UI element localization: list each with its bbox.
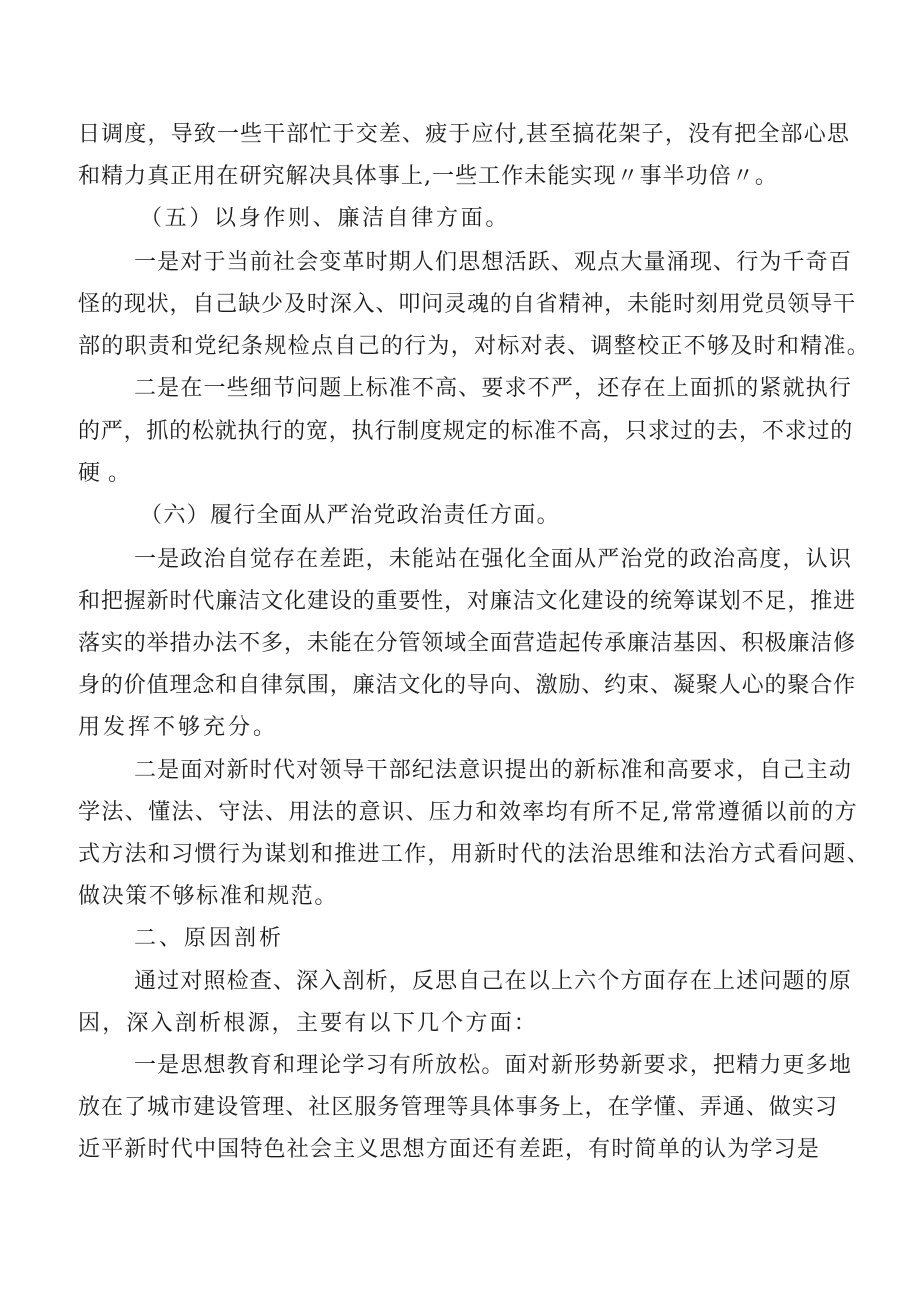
text-line: 用发挥不够充分。 — [78, 715, 279, 740]
text-line: 放在了城市建设管理、社区服务管理等具体事务上，在学懂、弄通、做实习 — [78, 1095, 839, 1120]
text-line: 硬。 — [78, 461, 139, 486]
text-line: 一是政治自觉存在差距，未能站在强化全面从严治党的政治高度，认识 — [134, 547, 853, 572]
text-line: 因，深入剖析根源，主要有以下几个方面： — [78, 1011, 539, 1036]
text-line: 做决策不够标准和规范。 — [78, 884, 339, 909]
text-line: 一是对于当前社会变革时期人们思想活跃、观点大量涌现、行为千奇百 — [134, 250, 853, 275]
text-line: 身的价值理念和自律氛围，廉洁文化的导向、激励、约束、凝聚人心的聚合作 — [78, 673, 857, 698]
text-line: 二是在一些细节问题上标准不高、要求不严，还存在上面抓的紧就执行 — [134, 376, 853, 401]
text-line: 式方法和习惯行为谋划和推进工作，用新时代的法治思维和法治方式看问题、 — [78, 842, 871, 867]
text-line: 和精力真正用在研究解决具体事上,一些工作未能实现〃事半功倍〃。 — [78, 164, 778, 189]
text-line: 落实的举措办法不多，未能在分管领域全面营造起传承廉洁基因、积极廉洁修 — [78, 631, 857, 656]
text-line: 的严，抓的松就执行的宽，执行制度规定的标准不高，只求过的去，不求过的 — [78, 419, 854, 444]
section-heading: （六）履行全面从严治党政治责任方面。 — [140, 503, 561, 528]
text-line: 一是思想教育和理论学习有所放松。面对新形势新要求，把精力更多地 — [134, 1053, 853, 1078]
text-line: 日调度，导致一些干部忙于交差、疲于应付,甚至搞花架子，没有把全部心思 — [78, 122, 850, 147]
section-heading: 二、原因剖析 — [134, 926, 285, 951]
text-line: 学法、懂法、守法、用法的意识、压力和效率均有所不足,常常遵循以前的方 — [78, 800, 858, 825]
text-line: 和把握新时代廉洁文化建设的重要性，对廉洁文化建设的统筹谋划不足，推进 — [78, 589, 857, 614]
text-line: 二是面对新时代对领导干部纪法意识提出的新标准和高要求，自己主动 — [134, 758, 853, 783]
text-line: 部的职责和党纪条规检点自己的行为，对标对表、调整校正不够及时和精准。 — [78, 334, 871, 359]
text-line: 近平新时代中国特色社会主义思想方面还有差距，有时简单的认为学习是 — [78, 1137, 821, 1162]
text-line: 怪的现状，自己缺少及时深入、叩问灵魂的自省精神，未能时刻用党员领导干 — [78, 292, 857, 317]
text-line: 通过对照检查、深入剖析，反思自己在以上六个方面存在上述问题的原 — [134, 969, 853, 994]
section-heading: （五）以身作则、廉洁自律方面。 — [140, 206, 511, 231]
